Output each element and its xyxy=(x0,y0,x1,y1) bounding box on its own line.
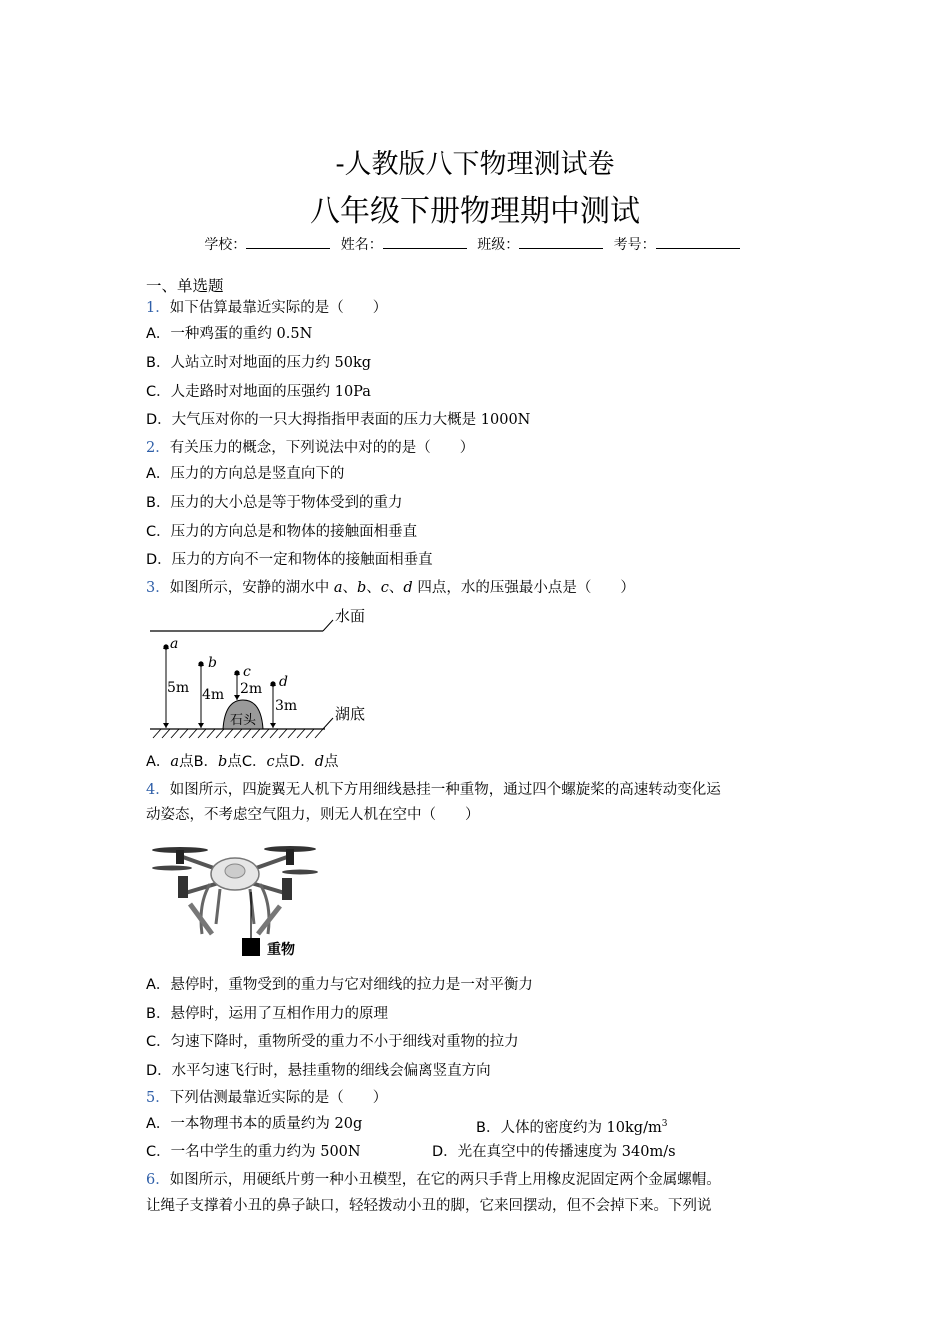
q1-option-d[interactable] xyxy=(146,410,530,430)
question-5-stem xyxy=(146,1088,387,1108)
point-a-label: a xyxy=(170,636,179,652)
question-number: 4． xyxy=(146,782,170,798)
q3-options xyxy=(146,752,339,772)
option-text: 水平匀速飞行时，悬挂重物的细线会偏离竖直方向 xyxy=(171,1063,491,1079)
point-d-label: d xyxy=(279,674,288,690)
option-text: 一种鸡蛋的重约 0.5N xyxy=(170,326,313,342)
option-var: b xyxy=(218,754,228,770)
option-label: A． xyxy=(146,466,171,482)
option-text: 光在真空中的传播速度为 340m/s xyxy=(457,1144,676,1160)
option-label: A． xyxy=(146,754,171,770)
q4-option-c[interactable] xyxy=(146,1032,519,1052)
option-label: D． xyxy=(432,1144,458,1160)
q4-option-b[interactable] xyxy=(146,1004,388,1024)
option-var: d xyxy=(314,754,325,770)
option-label: A． xyxy=(146,326,171,342)
q1-option-c[interactable] xyxy=(146,382,371,402)
separator: 、 xyxy=(342,580,357,596)
question-4-stem-line1 xyxy=(146,780,721,800)
q4-option-d[interactable] xyxy=(146,1061,491,1081)
option-label: C． xyxy=(146,524,171,540)
q4-option-a[interactable] xyxy=(146,975,533,995)
q2-option-d[interactable] xyxy=(146,550,433,570)
question-number: 1． xyxy=(146,300,170,316)
option-label: C． xyxy=(146,1144,171,1160)
option-label: D． xyxy=(146,552,172,568)
q1-option-b[interactable] xyxy=(146,353,371,373)
option-label: D． xyxy=(289,754,315,770)
exam-number-blank[interactable] xyxy=(656,236,740,249)
q3-option-d[interactable] xyxy=(289,754,338,770)
var-c: c xyxy=(380,580,389,596)
option-text: 点 xyxy=(179,754,194,770)
separator: 、 xyxy=(366,580,381,596)
q2-option-a[interactable] xyxy=(146,464,344,484)
var-a: a xyxy=(333,580,343,596)
weight-block xyxy=(242,938,260,956)
q5-option-d[interactable] xyxy=(432,1142,676,1162)
question-text: 如图所示，四旋翼无人机下方用细线悬挂一种重物，通过四个螺旋桨的高速转动变化运 xyxy=(169,782,721,798)
question-4-stem-line2: 动姿态，不考虑空气阻力，则无人机在空中（ ） xyxy=(146,807,480,823)
student-info-line xyxy=(0,234,950,254)
q5-option-a[interactable] xyxy=(146,1114,362,1134)
question-text: 如图所示，安静的湖水中 xyxy=(169,580,334,596)
school-label: 学校： xyxy=(204,237,247,253)
question-number: 5． xyxy=(146,1090,170,1106)
exam-title: 八年级下册物理期中测试 xyxy=(310,194,640,229)
paper-title: -人教版八下物理测试卷 xyxy=(335,149,615,180)
option-label: A． xyxy=(146,1116,171,1132)
option-label: A． xyxy=(146,977,171,993)
question-text: 四点，水的压强最小点是（ ） xyxy=(412,580,635,596)
option-label: C． xyxy=(146,1034,171,1050)
option-label: C． xyxy=(146,384,171,400)
q3-option-b[interactable] xyxy=(194,754,242,770)
question-text: 如图所示，用硬纸片剪一种小丑模型，在它的两只手背上用橡皮泥固定两个金属螺帽。 xyxy=(169,1172,721,1188)
option-text: 悬停时，运用了互相作用力的原理 xyxy=(170,1006,388,1022)
question-3-stem xyxy=(146,578,635,598)
school-blank[interactable] xyxy=(246,236,330,249)
question-text: 有关压力的概念，下列说法中对的的是（ ） xyxy=(169,440,475,456)
depth-b-label: 4m xyxy=(202,687,225,703)
option-text: 一名中学生的重力约为 500N xyxy=(170,1144,361,1160)
option-text: 悬停时，重物受到的重力与它对细线的拉力是一对平衡力 xyxy=(170,977,533,993)
option-label: B． xyxy=(146,355,171,371)
stone-label: 石头 xyxy=(229,713,257,728)
option-label: B． xyxy=(146,495,171,511)
option-var: a xyxy=(170,754,180,770)
point-c-label: c xyxy=(243,664,251,680)
option-text: 点 xyxy=(227,754,242,770)
option-text: 人体的密度约为 10kg/m xyxy=(500,1119,662,1136)
var-d: d xyxy=(403,580,413,596)
option-text: 人站立时对地面的压力约 50kg xyxy=(170,355,372,371)
question-text: 如下估算最靠近实际的是（ ） xyxy=(169,300,388,316)
option-var: c xyxy=(266,754,275,770)
section-heading: 一、单选题 xyxy=(146,277,224,295)
point-b-label: b xyxy=(208,655,217,671)
question-number: 6． xyxy=(146,1172,170,1188)
option-label: B． xyxy=(193,754,219,770)
option-label: C． xyxy=(241,754,267,770)
option-text: 匀速下降时，重物所受的重力不小于细线对重物的拉力 xyxy=(170,1034,519,1050)
weight-label: 重物 xyxy=(267,942,295,958)
name-label: 姓名： xyxy=(340,237,383,253)
lake-pressure-figure xyxy=(145,602,385,746)
option-text: 人走路时对地面的压强约 10Pa xyxy=(170,384,371,400)
separator: 、 xyxy=(388,580,404,596)
q5-option-b[interactable] xyxy=(476,1114,667,1138)
option-text: 压力的大小总是等于物体受到的重力 xyxy=(170,495,403,511)
option-text: 大气压对你的一只大拇指指甲表面的压力大概是 1000N xyxy=(171,412,531,428)
bottom-hatching xyxy=(153,729,323,738)
option-label: D． xyxy=(146,412,172,428)
option-label: B． xyxy=(476,1119,501,1136)
q5-option-c[interactable] xyxy=(146,1142,361,1162)
question-number: 3． xyxy=(146,580,170,596)
exam-number-label: 考号： xyxy=(613,237,656,253)
option-text: 一本物理书本的质量约为 20g xyxy=(170,1116,363,1132)
depth-c-label: 2m xyxy=(240,681,263,697)
question-number: 2． xyxy=(146,440,170,456)
lake-bottom-label: 湖底 xyxy=(335,705,366,723)
option-text: 压力的方向不一定和物体的接触面相垂直 xyxy=(171,552,433,568)
q2-option-b[interactable] xyxy=(146,493,402,513)
water-surface-label: 水面 xyxy=(335,607,366,625)
option-label: D． xyxy=(146,1063,172,1079)
q2-option-c[interactable] xyxy=(146,522,417,542)
option-text: 点 xyxy=(324,754,339,770)
question-text: 下列估测最靠近实际的是（ ） xyxy=(169,1090,388,1106)
question-2-stem xyxy=(146,438,474,458)
option-label: B． xyxy=(146,1006,171,1022)
var-b: b xyxy=(357,580,367,596)
name-blank[interactable] xyxy=(383,236,467,249)
drone-icon xyxy=(152,846,318,934)
bottom-leader-line xyxy=(323,718,333,729)
option-text: 点 xyxy=(274,754,290,770)
question-1-stem xyxy=(146,298,387,318)
option-text: 压力的方向总是竖直向下的 xyxy=(170,466,345,482)
surface-leader-line xyxy=(323,620,333,631)
depth-d-label: 3m xyxy=(275,698,298,714)
class-blank[interactable] xyxy=(519,236,603,249)
class-label: 班级： xyxy=(477,237,520,253)
question-6-stem-line1 xyxy=(146,1170,721,1190)
option-text: 压力的方向总是和物体的接触面相垂直 xyxy=(170,524,418,540)
q3-option-c[interactable] xyxy=(242,754,289,770)
question-6-stem-line2: 让绳子支撑着小丑的鼻子缺口，轻轻拨动小丑的脚，它来回摆动，但不会掉下来。下列说 xyxy=(146,1198,712,1214)
depth-a-label: 5m xyxy=(167,680,190,696)
drone-figure xyxy=(150,834,320,964)
q1-option-a[interactable] xyxy=(146,324,312,344)
option-superscript: 3 xyxy=(661,1119,668,1129)
q3-option-a[interactable] xyxy=(146,754,194,770)
